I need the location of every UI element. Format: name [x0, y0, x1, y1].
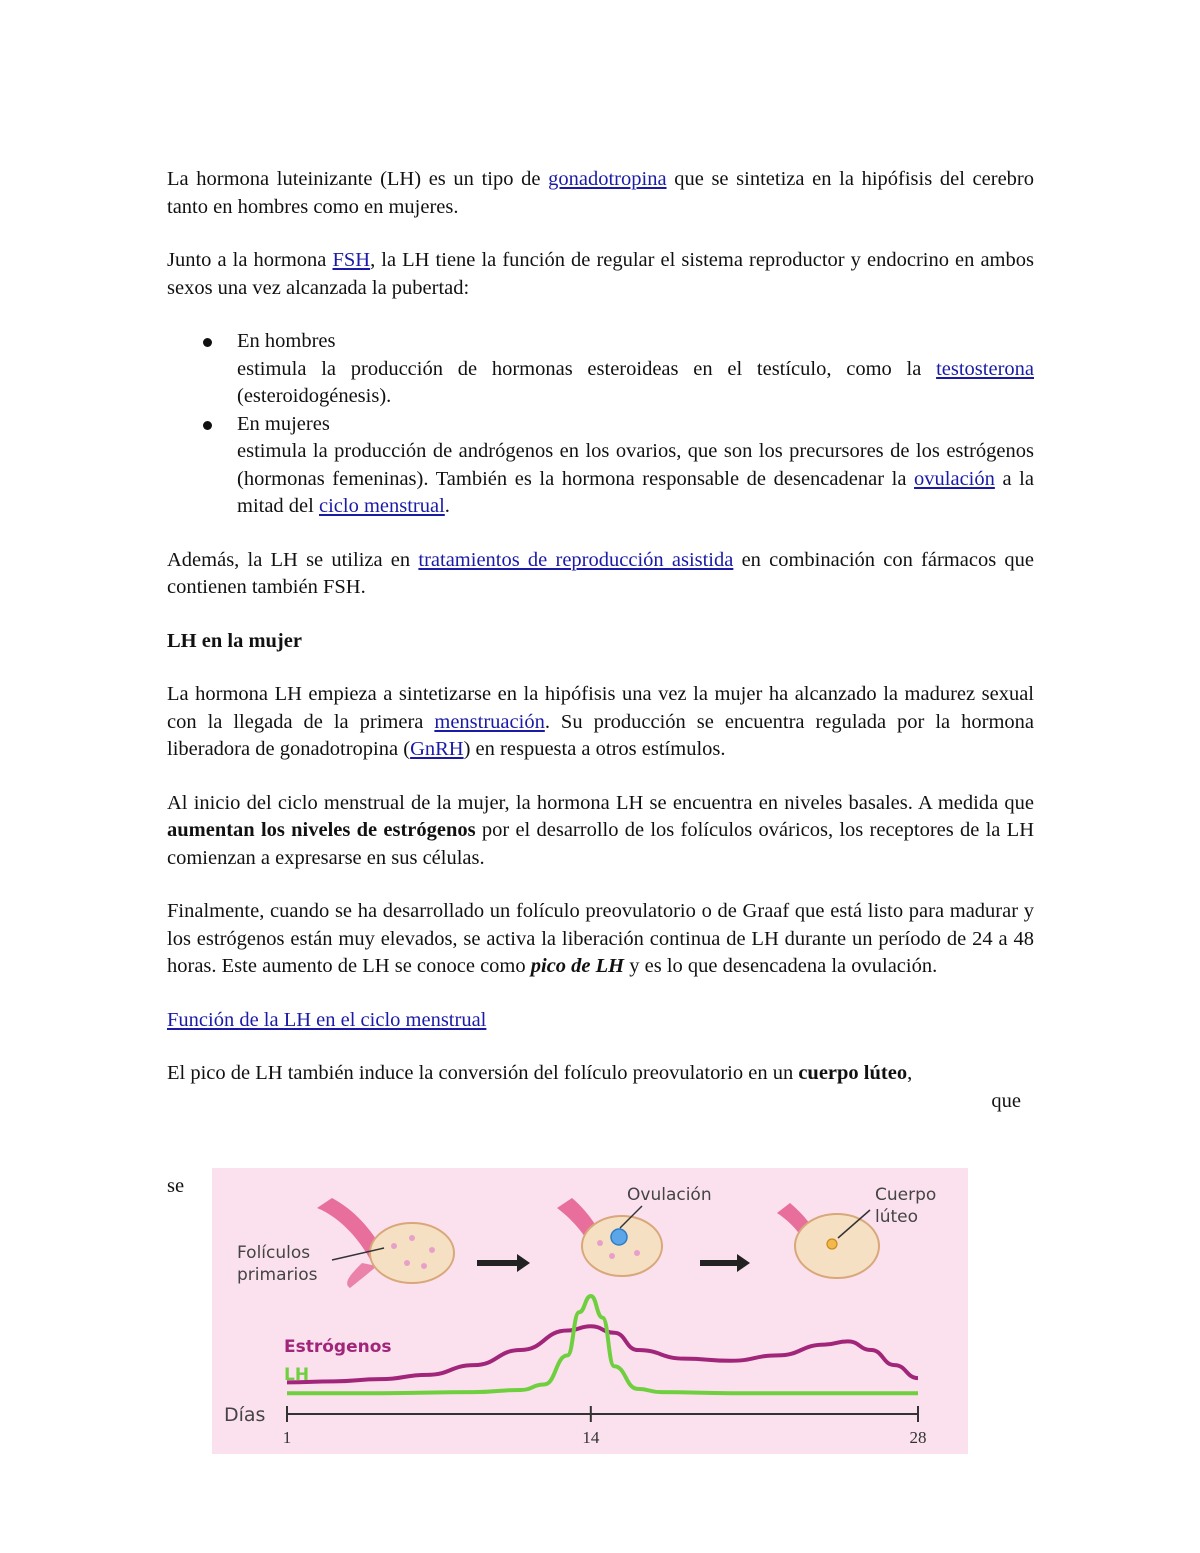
- link-gnrh[interactable]: GnRH: [410, 738, 464, 760]
- link-testosterona[interactable]: testosterona: [936, 357, 1034, 380]
- label-ovulacion: Ovulación: [627, 1185, 712, 1205]
- bullet-icon: [203, 338, 212, 347]
- label-cuerpo: Cuerpo: [875, 1185, 937, 1205]
- paragraph-cuerpo-luteo: El pico de LH también induce la conversión del folículo preovulatorio en un cuerpo lúteo, que: [167, 1062, 1021, 1112]
- link-ciclo-menstrual[interactable]: ciclo menstrual: [318, 495, 445, 517]
- legend-lh: LH: [284, 1365, 310, 1385]
- ovary-icon: [370, 1223, 454, 1283]
- paragraph-inicio-ciclo: Al inicio del ciclo menstrual de la mujer, la hormona LH se encuentra en niveles basales. A medida que aumentan los niveles de estrógenos por el desarrollo de los folículos ováricos, los receptores de la LH comienzan a expresarse en sus células.: [167, 791, 1034, 869]
- paragraph-intro: La hormona luteinizante (LH) es un tipo de gonadotropina que se sintetiza en la hipófisis del cerebro tanto en hombres como en mujeres.: [167, 168, 1034, 218]
- bullet-list: [167, 328, 1034, 521]
- document-body: [167, 166, 1034, 1112]
- stage-ovulation: [557, 1185, 712, 1276]
- link-funcion-lh[interactable]: Función de la LH en el ciclo menstrual: [167, 1008, 487, 1031]
- list-item-women: En mujeres estimula la producción de andrógenos en los ovarios, que son los precursores de los estrógenos (hormonas femeninas). También es la hormona responsable de desencadenar la ovulación a la mitad del ciclo menstrual.: [167, 411, 1034, 521]
- arrow-right-icon: [477, 1254, 530, 1272]
- lh-cycle-figure: [212, 1168, 968, 1454]
- section-heading: LH en la mujer: [167, 629, 302, 652]
- stage-corpus-luteum: [777, 1185, 936, 1278]
- label-primarios: primarios: [237, 1265, 318, 1285]
- egg-icon: [611, 1229, 627, 1245]
- bullet-icon: [203, 421, 212, 430]
- link-gonadotropina[interactable]: gonadotropina: [548, 168, 667, 190]
- paragraph-pico-lh: Finalmente, cuando se ha desarrollado un folículo preovulatorio o de Graaf que está listo para madurar y los estrógenos están muy elevados, se activa la liberación continua de LH durante un período de 24 a 48 horas. Este aumento de LH se conoce como pico de LH y es lo que desencadena la ovulación.: [167, 900, 1034, 977]
- link-menstruacion[interactable]: menstruación: [434, 710, 545, 733]
- arrow-right-icon: [700, 1254, 750, 1272]
- list-item-men: En hombres estimula la producción de hormonas esteroideas en el testículo, como la testosterona (esteroidogénesis).: [167, 328, 1034, 411]
- link-reproduccion-asistida[interactable]: tratamientos de reproducción asistida: [418, 548, 734, 571]
- x-tick-label: 14: [582, 1428, 600, 1447]
- label-foliculos: Folículos: [237, 1243, 311, 1263]
- paragraph-section-link: [167, 1007, 1034, 1035]
- paragraph-fsh: Junto a la hormona FSH, la LH tiene la función de regular el sistema reproductor y endocrino en ambos sexos una vez alcanzada la pubertad:: [167, 249, 1034, 299]
- link-fsh[interactable]: FSH: [332, 249, 371, 271]
- x-axis-label: Días: [224, 1404, 266, 1426]
- stage-primary-follicles: [237, 1198, 454, 1288]
- trailing-word: se: [167, 1175, 185, 1197]
- hormone-chart: [224, 1296, 927, 1447]
- x-tick-label: 1: [282, 1428, 292, 1447]
- legend-estrogenos: Estrógenos: [284, 1337, 392, 1357]
- corpus-luteum-icon: [827, 1239, 837, 1249]
- paragraph-reproduccion: Además, la LH se utiliza en tratamientos de reproducción asistida en combinación con fármacos que contienen también FSH.: [167, 548, 1034, 598]
- label-luteo: lúteo: [875, 1207, 919, 1227]
- figure-svg: [212, 1168, 968, 1454]
- paragraph-pubertad: La hormona LH empieza a sintetizarse en la hipófisis una vez la mujer ha alcanzado la madurez sexual con la llegada de la primera menstruación. Su producción se encuentra regulada por la hormona liberadora de gonadotropina (GnRH) en respuesta a otros estímulos.: [167, 683, 1034, 760]
- link-ovulacion[interactable]: ovulación: [914, 467, 995, 490]
- x-tick-label: 28: [909, 1428, 927, 1447]
